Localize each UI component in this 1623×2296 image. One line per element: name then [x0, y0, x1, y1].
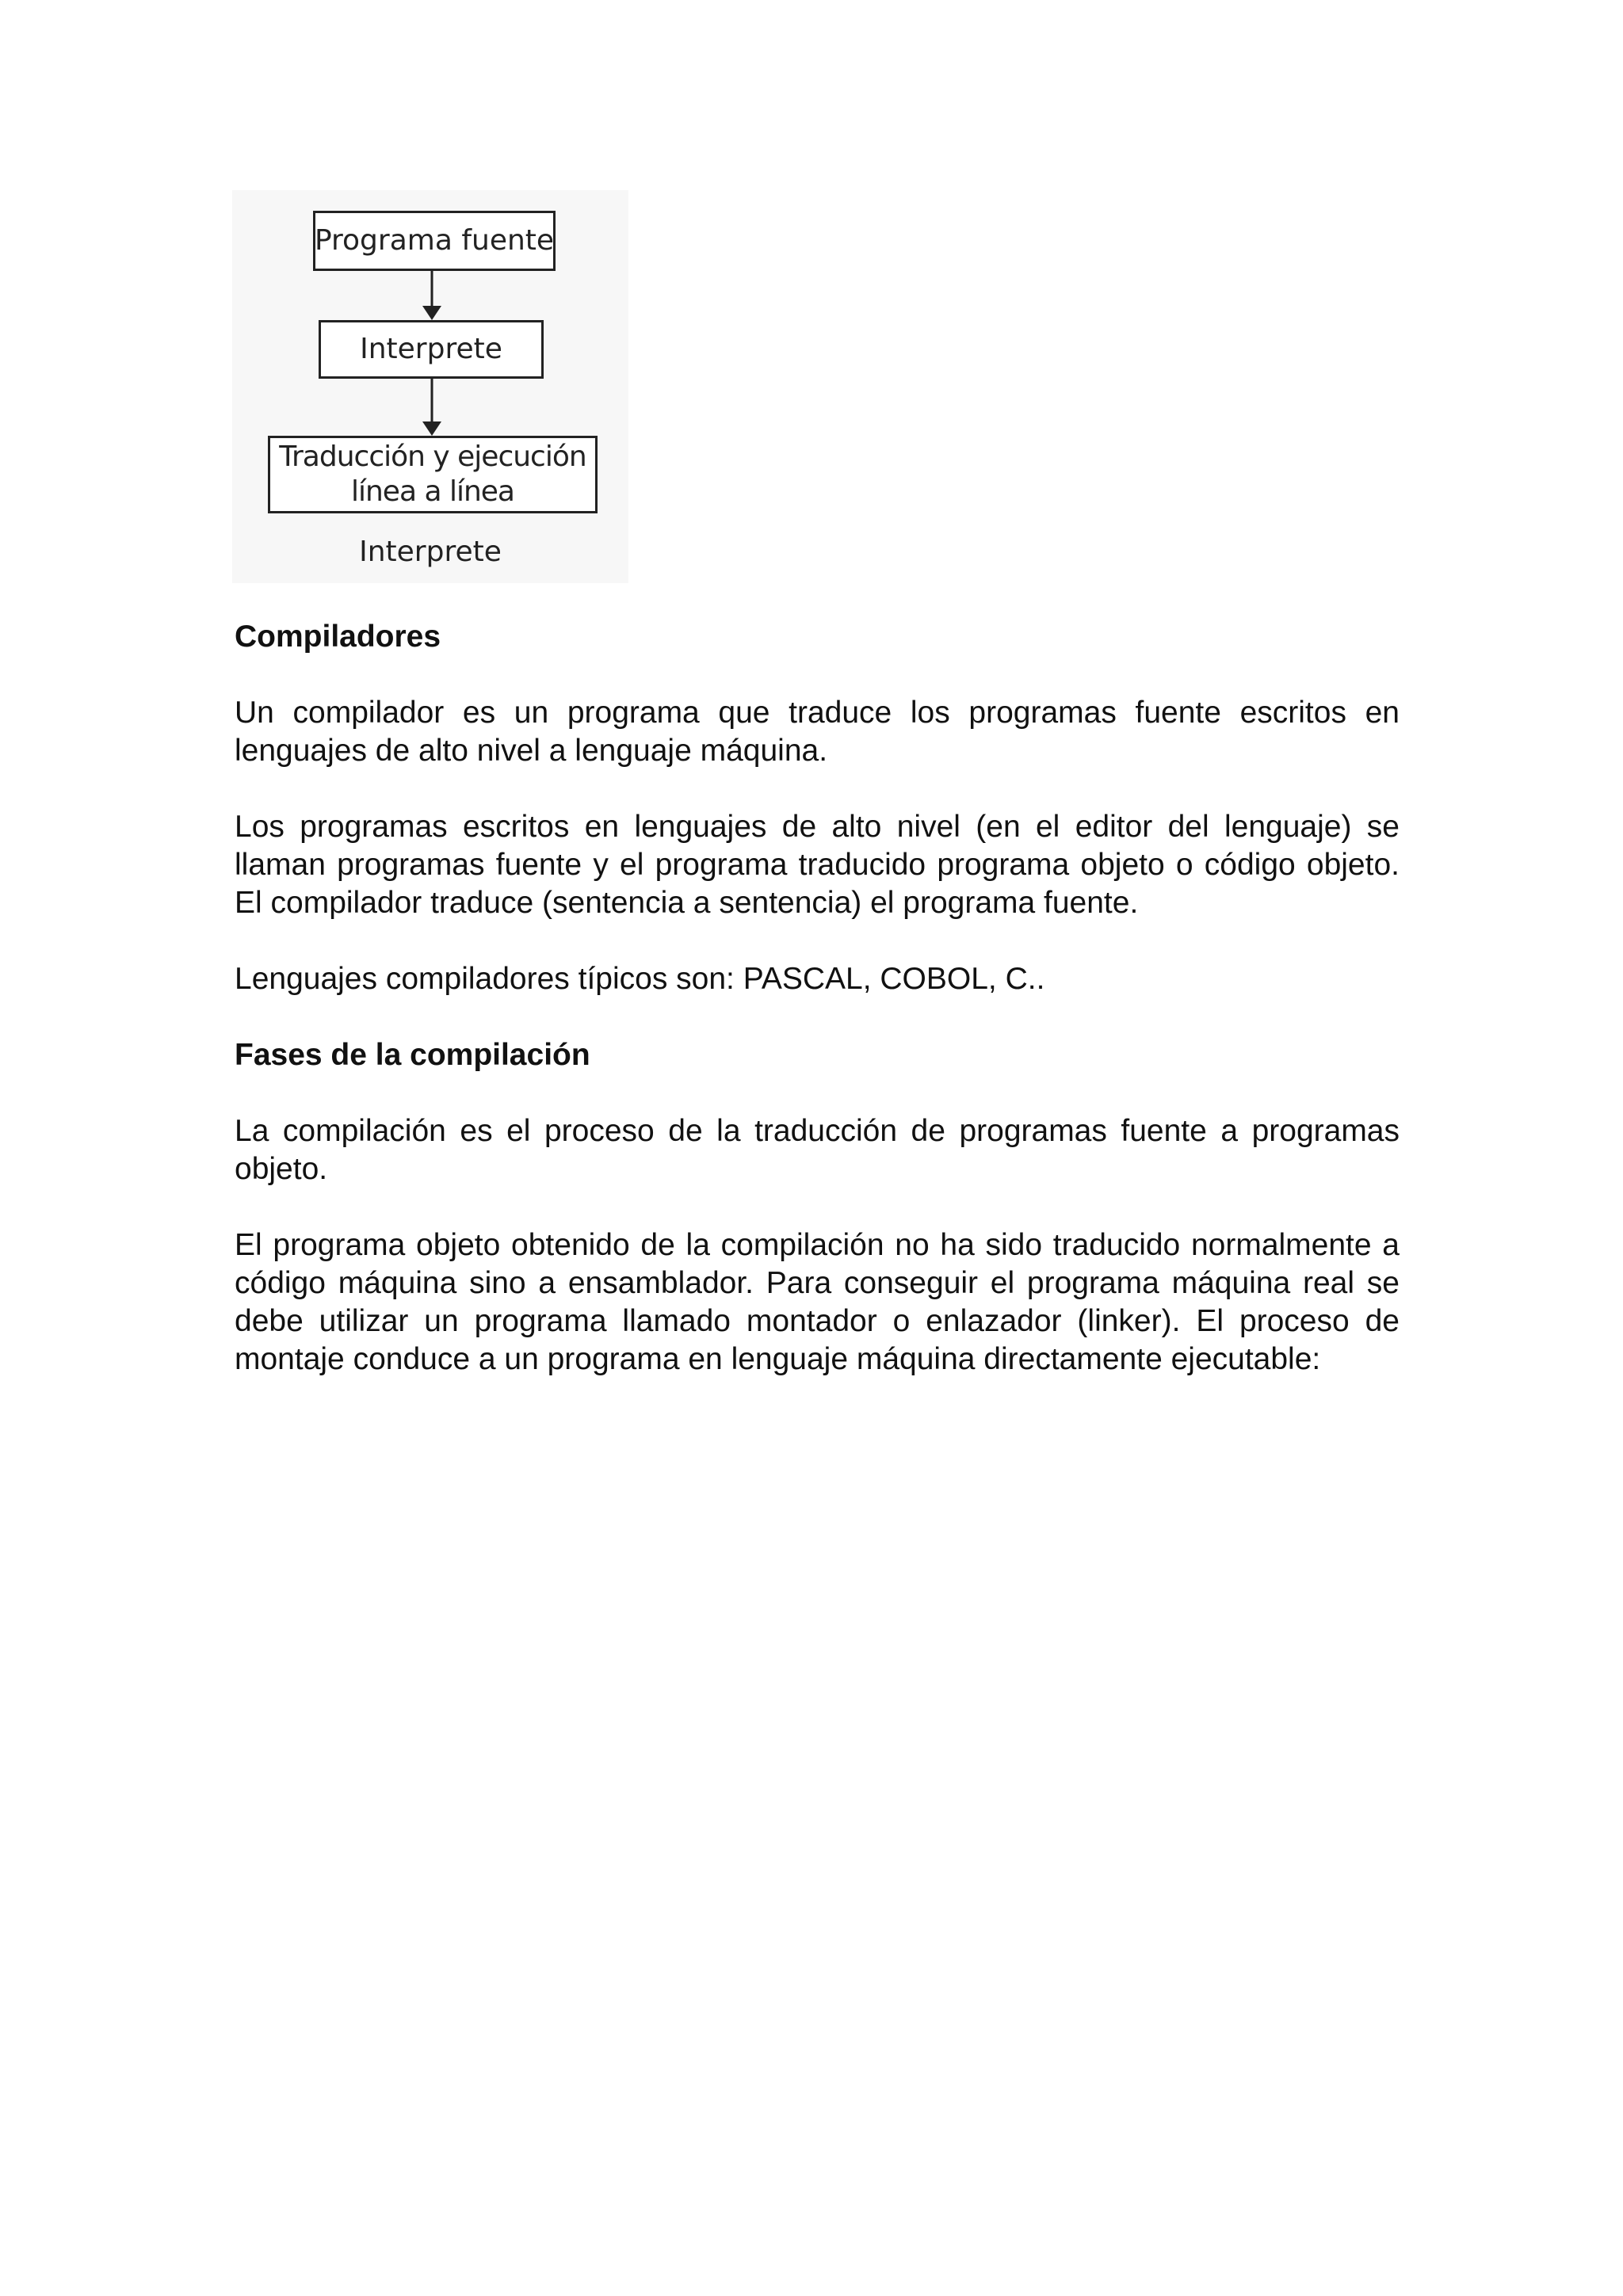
arrowhead-2: [422, 421, 441, 436]
diagram-caption: Interprete: [359, 536, 502, 568]
paragraph-programa-objeto: El programa objeto obtenido de la compilación no ha sido traducido normalmente a código máquina sino a ensamblador. Para conseguir el programa máquina real se debe utilizar un programa llamado montador o enlazador (linker). El proceso de montaje conduce a un programa en lenguaje máquina directamente ejecutable:: [235, 1228, 1400, 1376]
box-traduccion-ejecucion: [268, 436, 598, 513]
heading-fases-compilacion: Fases de la compilación: [235, 1038, 590, 1072]
interpreter-flow-diagram: [232, 190, 628, 583]
paragraph-programas-fuente: Los programas escritos en lenguajes de alto nivel (en el editor del lenguaje) se llaman programas fuente y el programa traducido programa objeto o código objeto. El compilador traduce (sentencia a sentencia) el programa fuente.: [235, 810, 1400, 920]
box-traduccion-line1: Traducción y ejecución: [279, 441, 586, 473]
box-traduccion-line2: línea a línea: [350, 475, 514, 508]
box-programa-fuente: [313, 211, 556, 271]
heading-compiladores: Compiladores: [235, 620, 441, 654]
paragraph-compilador-definicion: Un compilador es un programa que traduce los programas fuente escritos en lenguajes de alto nivel a lenguaje máquina.: [235, 696, 1400, 768]
paragraph-compilacion-proceso: La compilación es el proceso de la traducción de programas fuente a programas objeto.: [235, 1114, 1400, 1186]
box-programa-fuente-label: Programa fuente: [314, 224, 555, 257]
box-interprete-label: Interprete: [360, 333, 502, 365]
paragraph-lenguajes-compiladores: Lenguajes compiladores típicos son: PASCAL, COBOL, C..: [235, 962, 1045, 996]
document-body: [235, 618, 1400, 1379]
box-interprete: [319, 320, 544, 379]
arrowhead-1: [422, 306, 441, 320]
